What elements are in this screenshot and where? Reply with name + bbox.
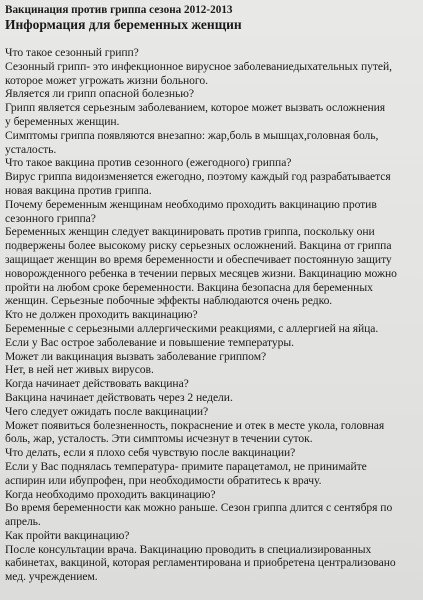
document-subtitle: Информация для беременных женщин — [5, 17, 242, 32]
document-title: Вакцинация против гриппа сезона 2012-2013 — [5, 4, 233, 16]
document-line: Что такое вакцина против сезонного (ежегодного) гриппа? — [5, 156, 292, 170]
document-line: Вакцина начинает действовать через 2 недели. — [5, 390, 233, 404]
document-line: Грипп является серьезным заболеванием, которое может вызвать осложнения — [5, 101, 386, 115]
document-line: Вирус гриппа видоизменяется ежегодно, поэтому каждый год разрабатывается — [5, 170, 391, 184]
document-line: боль, жар, усталость. Эти симптомы исчезнут в течении суток. — [5, 432, 313, 446]
document-line: кабинетах, вакциной, которая регламентирована и приобретена централизовано — [5, 556, 396, 570]
document-line: Во время беременности как можно раньше. Сезон гриппа длится с сентября по — [5, 501, 393, 515]
document-line: которое может угрожать жизни больного. — [5, 73, 208, 87]
document-line: Что такое сезонный грипп? — [5, 46, 139, 59]
document-line: мед. учреждением. — [5, 570, 98, 584]
document-line: защищает женщин во время беременности и обеспечивает постоянную защиту — [5, 252, 392, 266]
document-line: Беременных женщин следует вакцинировать против гриппа, поскольку они — [5, 225, 375, 239]
document-line: усталость. — [5, 142, 57, 156]
document-line: Когда необходимо проходить вакцинацию? — [5, 487, 216, 501]
document-line: женщин. Серьезные побочные эффекты наблюдаются очень редко. — [5, 294, 333, 308]
document-line: у беременных женщин. — [5, 114, 120, 128]
document-line: аспирин или ибупрофен, при необходимости обратитесь к врачу. — [5, 473, 322, 487]
document-line: сезонного гриппа? — [5, 211, 96, 225]
document-line: Является ли грипп опасной болезнью? — [5, 87, 194, 101]
document-line: Что делать, если я плохо себя чувствую после вакцинации? — [5, 446, 296, 460]
document-line: апрель. — [5, 515, 41, 529]
document-line: Если у Вас поднялась температура- примите парацетамол, не принимайте — [5, 459, 367, 473]
document-line: пройти на любом сроке беременности. Вакцина безопасна для беременных — [5, 280, 373, 294]
document-line: подвержены более высокому риску серьезных осложнений. Вакцина от гриппа — [5, 239, 392, 253]
document-line: Сезонный грипп- это инфекционное вирусное заболеваниедыхательных путей, — [5, 59, 393, 73]
document-line: Почему беременным женщинам необходимо проходить вакцинацию против — [5, 197, 377, 211]
document-line: Когда начинает действовать вакцина? — [5, 377, 189, 391]
document-line: Кто не должен проходить вакцинацию? — [5, 308, 198, 322]
document-line: Если у Вас острое заболевание и повышение температуры. — [5, 335, 295, 349]
document-line: новая вакцина против гриппа. — [5, 183, 152, 197]
document-line: Чего следует ожидать после вакцинации? — [5, 404, 209, 418]
document-line: Беременные с серьезными аллергическими реакциями, с аллергией на яйца. — [5, 321, 379, 335]
document-line: Как пройти вакцинацию? — [5, 528, 130, 542]
document-line: Нет, в ней нет живых вирусов. — [5, 363, 154, 377]
document-line: Может ли вакцинация вызвать заболевание гриппом? — [5, 349, 267, 363]
document-line: Симптомы гриппа появляются внезапно: жар,боль в мышцах,головная боль, — [5, 128, 379, 142]
document-line: Может появиться болезненность, покраснение и отек в месте укола, головная — [5, 418, 385, 432]
document-line: После консультации врача. Вакцинацию проводить в специализированных — [5, 542, 372, 556]
qa-body — [5, 46, 417, 584]
document-line: новорожденного ребенка в течении первых месяцев жизни. Вакцинацию можно — [5, 266, 397, 280]
